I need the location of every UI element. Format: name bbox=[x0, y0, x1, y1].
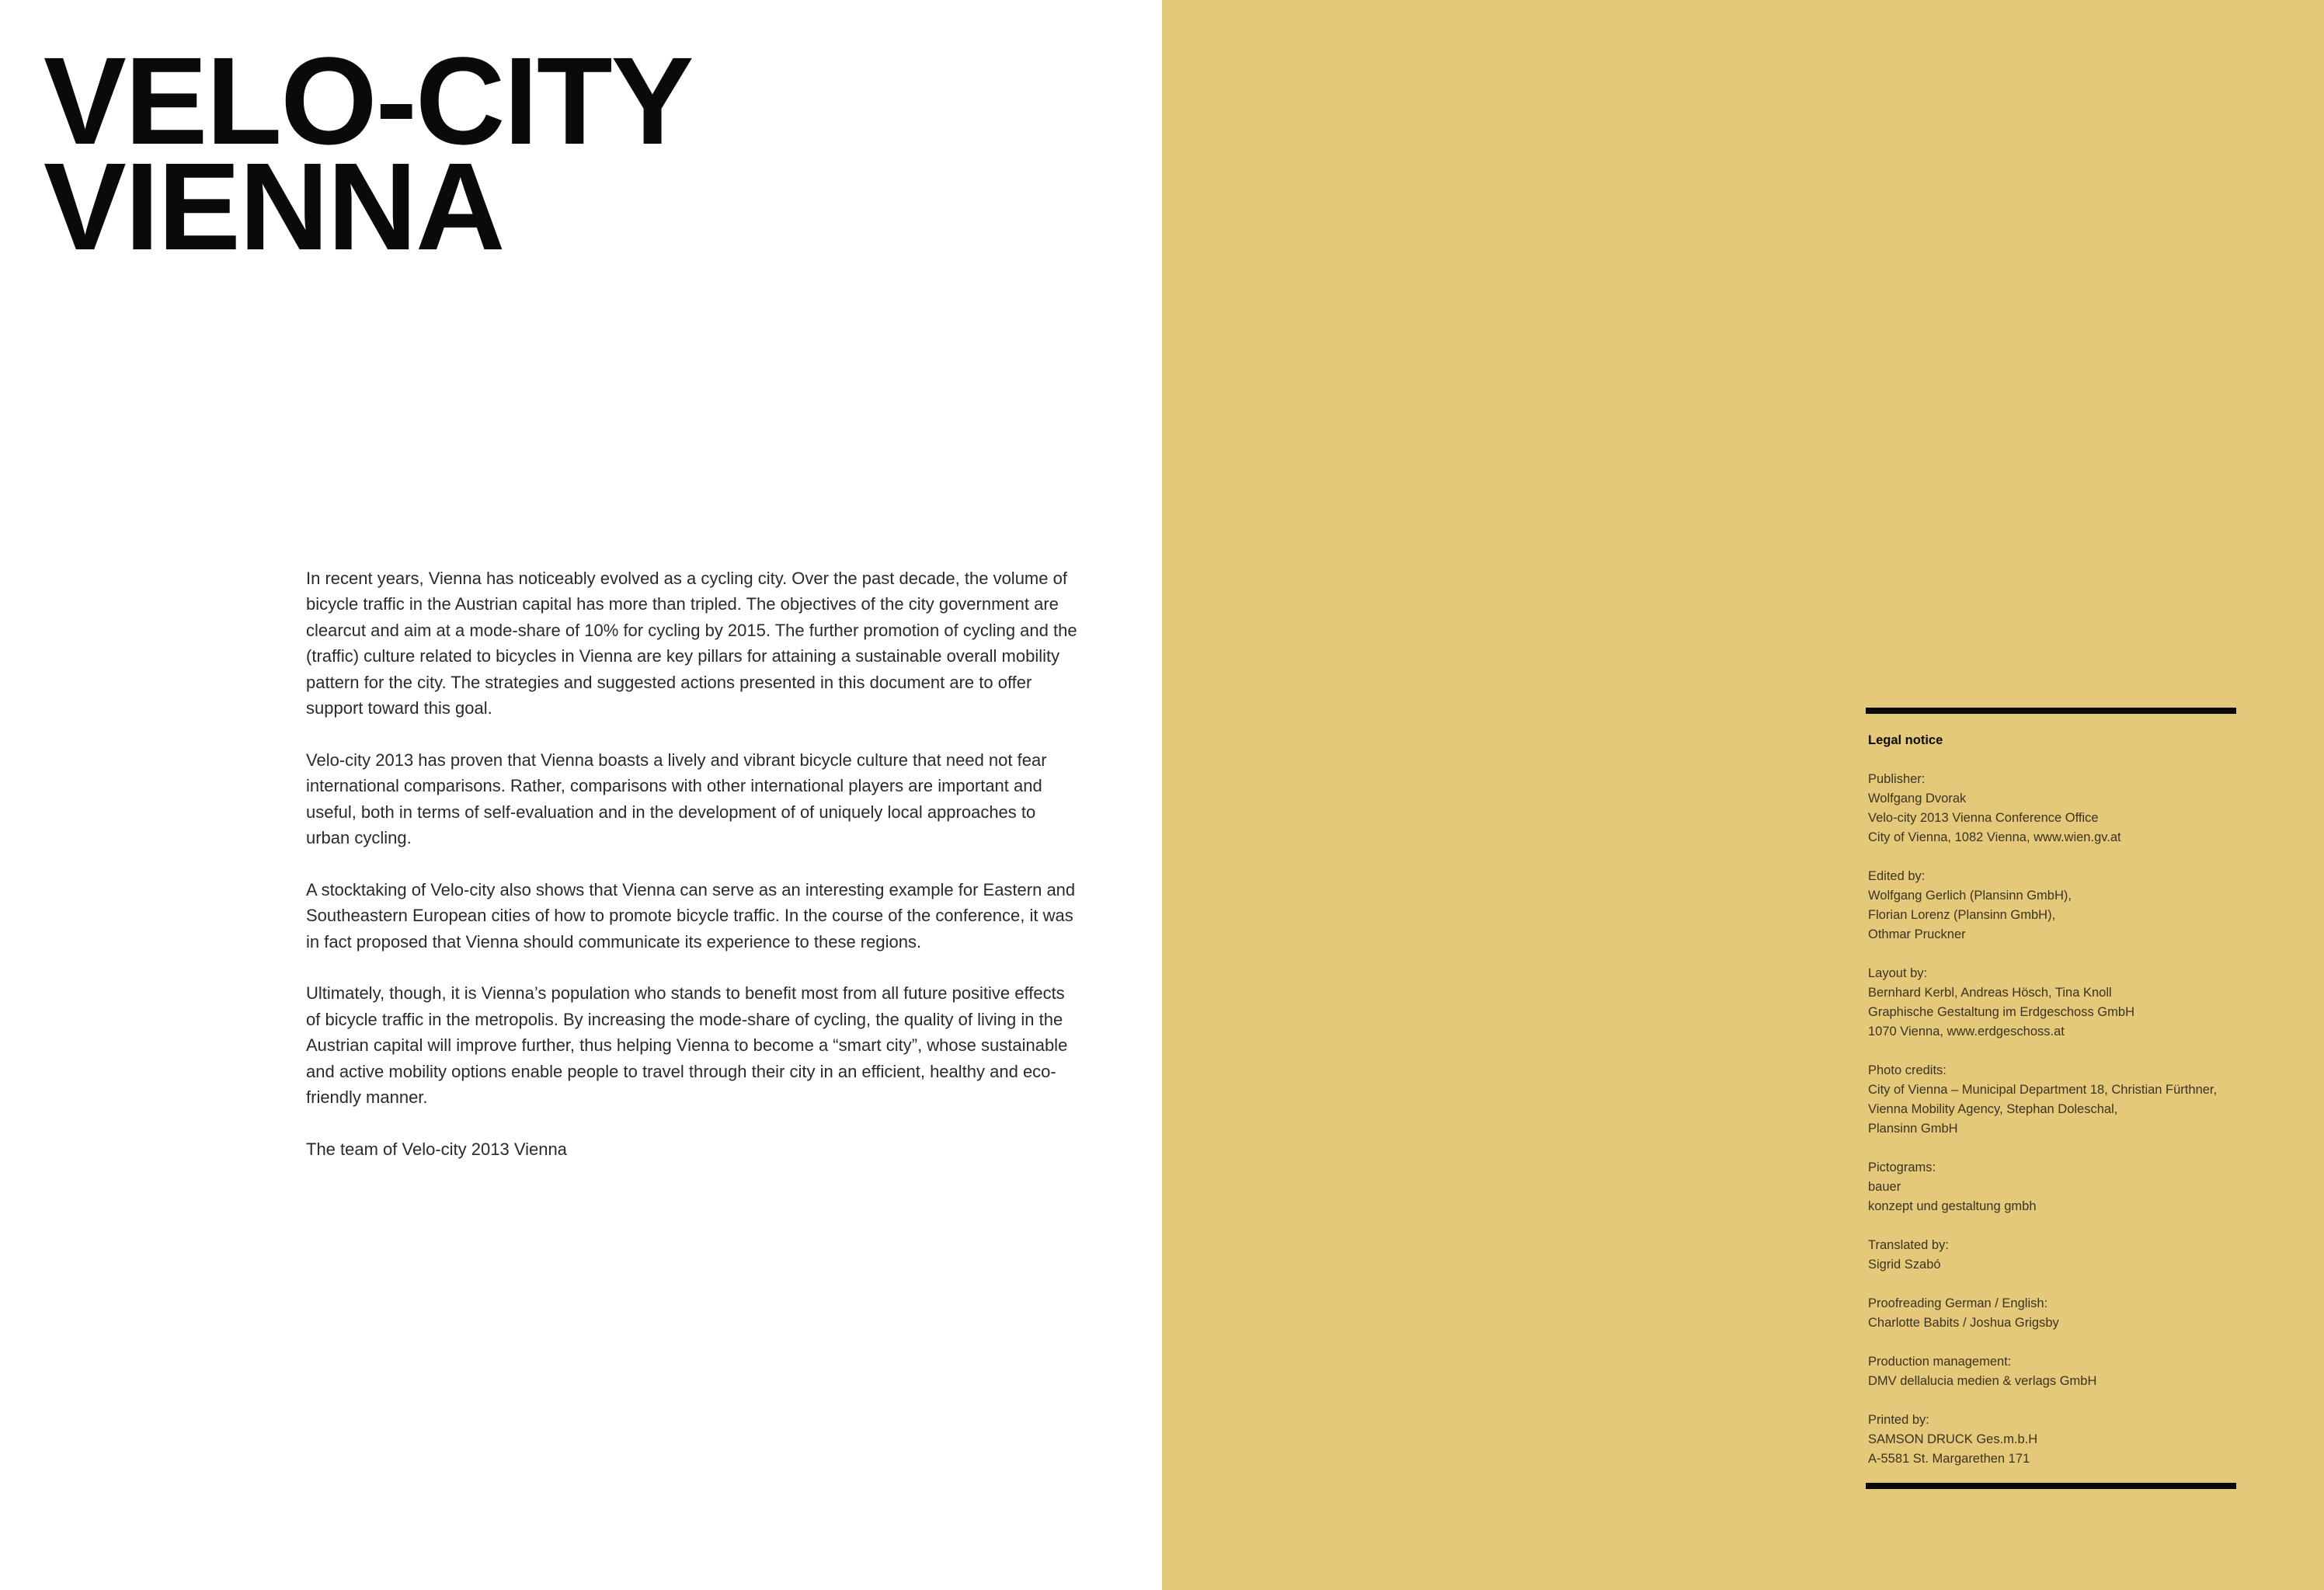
title-line-2: VIENNA bbox=[43, 137, 504, 276]
body-signature: The team of Velo-city 2013 Vienna bbox=[306, 1139, 567, 1159]
page-title bbox=[43, 31, 693, 276]
legal-notice-heading: Legal notice bbox=[1868, 733, 1943, 747]
legal-line: Velo-city 2013 Vienna Conference Office bbox=[1868, 811, 2099, 825]
legal-label: Translated by: bbox=[1868, 1238, 1949, 1252]
body-text bbox=[306, 565, 1083, 1188]
legal-line: Wolfgang Dvorak bbox=[1868, 792, 1967, 805]
body-paragraph: A stocktaking of Velo-city also shows that Vienna can serve as an interesting example for Eastern and Southeastern European cities of how to promote bicycle traffic. In the course of the conference, it was in fact proposed that Vienna should communicate its experience to these regions. bbox=[306, 879, 1076, 952]
legal-line: bauer bbox=[1868, 1180, 1901, 1194]
legal-label: Publisher: bbox=[1868, 772, 1926, 786]
legal-line: Othmar Pruckner bbox=[1868, 927, 1966, 941]
legal-label: Photo credits: bbox=[1868, 1063, 1947, 1077]
body-paragraph: In recent years, Vienna has noticeably evolved as a cycling city. Over the past decade, the volume of bicycle traffic in the Austrian capital has more than tripled. The objectives of the city government are clearcut and aim at a mode-share of 10% for cycling by 2015. The further promotion of cycling and the (traffic) culture related to bicycles in Vienna are key pillars for attaining a sustainable overall mobility pattern for the city. The strategies and suggested actions presented in this document are to offer support toward this goal. bbox=[306, 569, 1077, 718]
legal-section-edited bbox=[1868, 867, 2236, 945]
legal-label: Pictograms: bbox=[1868, 1160, 1936, 1174]
legal-notice-box bbox=[1866, 708, 2236, 1489]
legal-section-translated bbox=[1868, 1236, 2236, 1275]
legal-line: Plansinn GmbH bbox=[1868, 1122, 1958, 1136]
body-paragraph: Velo-city 2013 has proven that Vienna boasts a lively and vibrant bicycle culture that need not fear international comparisons. Rather, comparisons with other international players are important and useful, both in terms of self-evaluation and in the development of of uniquely local approaches to urban cycling. bbox=[306, 750, 1047, 848]
title-line-1: VELO-CITY bbox=[43, 31, 693, 170]
legal-line: City of Vienna, 1082 Vienna, www.wien.gv.at bbox=[1868, 830, 2121, 844]
legal-section-proofreading bbox=[1868, 1294, 2236, 1333]
legal-line: City of Vienna – Municipal Department 18, Christian Fürthner, bbox=[1868, 1083, 2218, 1097]
legal-section-production bbox=[1868, 1352, 2236, 1391]
legal-line: Bernhard Kerbl, Andreas Hösch, Tina Knoll bbox=[1868, 986, 2112, 1000]
legal-line: Charlotte Babits / Joshua Grigsby bbox=[1868, 1316, 2059, 1330]
legal-line: Florian Lorenz (Plansinn GmbH), bbox=[1868, 908, 2056, 922]
legal-line: A-5581 St. Margarethen 171 bbox=[1868, 1452, 2030, 1466]
legal-line: DMV dellalucia medien & verlags GmbH bbox=[1868, 1374, 2097, 1388]
legal-section-layout bbox=[1868, 964, 2236, 1042]
legal-line: Wolfgang Gerlich (Plansinn GmbH), bbox=[1868, 889, 2072, 903]
legal-label: Edited by: bbox=[1868, 869, 1926, 883]
legal-line: Graphische Gestaltung im Erdgeschoss GmbH bbox=[1868, 1005, 2134, 1019]
legal-label: Printed by: bbox=[1868, 1413, 1929, 1427]
legal-section-photo-credits bbox=[1868, 1061, 2236, 1139]
body-paragraph: Ultimately, though, it is Vienna’s population who stands to benefit most from all future positive effects of bicycle traffic in the metropolis. By increasing the mode-share of cycling, the quality of living in the Austrian capital will improve further, thus helping Vienna to become a “smart city”, whose sustainable and active mobility options enable people to travel through their city in an efficient, healthy and eco-friendly manner. bbox=[306, 983, 1068, 1108]
legal-line: Sigrid Szabó bbox=[1868, 1258, 1941, 1272]
legal-label: Proofreading German / English: bbox=[1868, 1296, 2048, 1310]
legal-section-publisher bbox=[1868, 770, 2236, 847]
legal-section-pictograms bbox=[1868, 1158, 2236, 1216]
legal-line: Vienna Mobility Agency, Stephan Doleschal, bbox=[1868, 1102, 2118, 1116]
legal-line: SAMSON DRUCK Ges.m.b.H bbox=[1868, 1432, 2038, 1446]
legal-section-printed bbox=[1868, 1411, 2236, 1469]
legal-line: 1070 Vienna, www.erdgeschoss.at bbox=[1868, 1025, 2065, 1039]
legal-label: Production management: bbox=[1868, 1355, 2012, 1369]
legal-line: konzept und gestaltung gmbh bbox=[1868, 1199, 2037, 1213]
legal-label: Layout by: bbox=[1868, 966, 1928, 980]
